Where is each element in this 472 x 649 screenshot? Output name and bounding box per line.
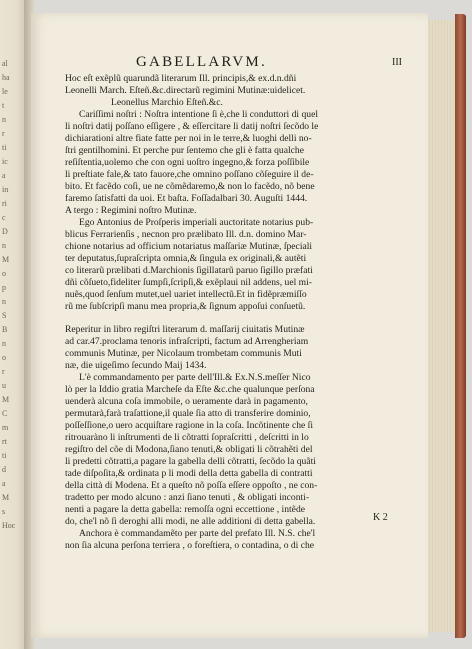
text-line: nenti a pagare la detta gabella: remoſſa ogni eccettione , intẽde: [65, 504, 305, 515]
left-page-glyph: ha: [2, 73, 10, 82]
text-line: li noſtri datij poſſano eſſigere , & eſſercitare li datij noſtri ſecõdo le: [65, 121, 319, 132]
left-page-glyph: a: [2, 171, 6, 180]
left-page-glyph: r: [2, 129, 5, 138]
left-page-glyph: S: [2, 311, 7, 320]
text-line: bito. Et facẽdo coſi, ue ne cõmẽdaremo,& non lo facẽdo, nõ bene: [65, 181, 315, 192]
text-line: Hoc eſt exẽplũ quarundã literarum Ill. principis,& ex.d.n.dñi: [65, 73, 297, 84]
left-page-glyph: u: [2, 381, 6, 390]
text-line: dichiarationi altre fiate fatte per noi in le terre,& luoghi delli no-: [65, 133, 312, 144]
text-line: della città di Modena. Et a queſto nõ poſſa eſſere oppoſto , ne con-: [65, 480, 318, 491]
left-page-glyph: o: [2, 269, 6, 278]
text-line: Leonelli March. Eſteñ.&c.directarũ regimini Mutinæ:uidelicet.: [65, 85, 306, 96]
text-line: lò per la Iddio gratia Marcheſe da Eſte &c.che qualunque perſona: [65, 384, 315, 395]
text-line: ſtri gentilhomini. Et perche pur ſentemo che gli è fatta qualche: [65, 145, 304, 156]
text-line: ritrouaràno li inſtrumenti de li cõtratti ſopraſcritti , deſcritti in lo: [65, 432, 309, 443]
text-line: permutarà,farà traſattione,il quale ſia atto di transferire dominio,: [65, 408, 311, 419]
left-page-glyph: d: [2, 465, 6, 474]
left-page-glyph: c: [2, 213, 6, 222]
text-line: blicus Ferrarienſis , necnon pro prælibato Ill. d.n. domino Mar-: [65, 229, 307, 240]
left-page-glyph: s: [2, 507, 6, 516]
text-line: rũ me ſubſcripſi manu mea propria,& ſignum appoſui conſuetũ.: [65, 301, 306, 312]
text-line: Anchora è commandamẽto per parte del prefato Ill. N.S. che'l: [79, 528, 316, 539]
text-line: uenderà alcuna coſa immobile, o ueramente darà in pagamento,: [65, 396, 308, 407]
text-line: A tergo : Regimini noſtro Mutinæ.: [65, 205, 197, 216]
left-page-glyph: rt: [2, 437, 7, 446]
text-line: regiſtro del cõe di Modona,ſiano tenuti,& obligati li cõtrahẽti del: [65, 444, 313, 455]
text-line: Ego Antonius de Proſperis imperiali auctoritate notarius pub-: [79, 217, 314, 228]
text-line: ad car.47.proclama tenoris infraſcripti, factum ad Arrengheriam: [65, 336, 309, 347]
left-page-glyph: n: [2, 297, 6, 306]
text-line: tradetto per modo alcuno : anzi ſiano tenuti , & obligati inconti-: [65, 492, 310, 503]
left-page-glyph: m: [2, 423, 9, 432]
text-line: Leonellus Marchio Eſteñ.&c.: [111, 97, 223, 108]
left-page-glyph: D: [2, 227, 8, 236]
left-page-glyph: n: [2, 241, 6, 250]
left-page: [0, 0, 27, 649]
left-page-glyph: ti: [2, 143, 7, 152]
left-page-glyph: t: [2, 101, 5, 110]
book-cover: [455, 14, 466, 638]
text-line: chione notarius ad officium notariatus maſſariæ Mutinæ, ſpeciali: [65, 241, 313, 252]
left-page-glyph: p: [2, 283, 6, 292]
text-line: do, che'l nõ ſi deroghi alli modi, ne alle additioni di detta gabella.: [65, 516, 316, 527]
left-page-glyph: M: [2, 395, 10, 404]
left-page-glyph: n: [2, 339, 6, 348]
text-line: li predetti cõtratti,a pagare la gabella delli cõtratti, ſecõdo la quãti: [65, 456, 316, 467]
left-page-glyph: M: [2, 493, 10, 502]
left-page-glyph: ri: [2, 199, 7, 208]
text-line: li preſtiate fale,& tato fauore,che omnino poſſano cõſeguire il de-: [65, 169, 314, 180]
text-line: næ, die uigeſimo ſecundo Maij 1434.: [65, 360, 207, 371]
left-page-glyph: a: [2, 479, 6, 488]
left-page-glyph: C: [2, 409, 8, 418]
left-page-glyph: Hoc: [2, 521, 16, 530]
text-line: ter deputatus,ſupraſcripta omnia,& ſingula ex originali,& autẽti: [65, 253, 307, 264]
text-line: co literarũ prælibati d.Marchionis ſigillatarũ paruo ſigillo præfati: [65, 265, 313, 276]
text-line: Cariſſimi noſtri : Noſtra intentione ſi è,che li conduttori di quel: [79, 109, 318, 120]
left-page-glyph: ti: [2, 451, 7, 460]
text-line: tade diſpoſita,& ordinata p li modi della detta gabella di contratti: [65, 468, 313, 479]
left-page-glyph: r: [2, 367, 5, 376]
text-line: nuẽs,quod ſenſum mutet,uel uariet intellectũ.Et in fidẽpræmiſſo: [65, 289, 307, 300]
text-line: reſiſtentia,uolemo che con ogni uoſtro ingegno,& forza poſſibile: [65, 157, 310, 168]
folio-number: III: [392, 57, 402, 68]
left-page-glyph: le: [2, 87, 8, 96]
text-line: dñi cõſueto,fideliter ſumpſi,ſcripſi,& exẽplaui nil addens, uel mi-: [65, 277, 312, 288]
page-title: GABELLARVM.: [136, 54, 267, 70]
signature-mark: K 2: [373, 512, 388, 523]
left-page-glyph: al: [2, 59, 8, 68]
left-page-glyph: o: [2, 353, 6, 362]
text-line: poſſeſſione,o uero acquiſtare ragione in la coſa. Incõtinente che ſi: [65, 420, 314, 431]
left-page-glyph: ic: [2, 157, 8, 166]
text-line: faremo ſatisfatti da uoi. Et baſta. Foſſadalbari 30. Auguſti 1444.: [65, 193, 308, 204]
left-page-glyph: M: [2, 255, 10, 264]
text-line: Reperitur in libro regiſtri literarum d. maſſarij ciuitatis Mutinæ: [65, 324, 305, 335]
left-page-glyph: n: [2, 115, 6, 124]
text-line: L'è commandamento per parte dell'Ill.& Ex.N.S.meſſer Nico: [79, 372, 311, 383]
text-line: communis Mutinæ, per Nicolaum trombetam communis Muti: [65, 348, 302, 359]
left-page-glyph: in: [2, 185, 9, 194]
left-page-glyph: B: [2, 325, 8, 334]
text-line: non ſia alcuna perſona terriera , o foreſtiera, o contadina, o di che: [65, 540, 315, 551]
